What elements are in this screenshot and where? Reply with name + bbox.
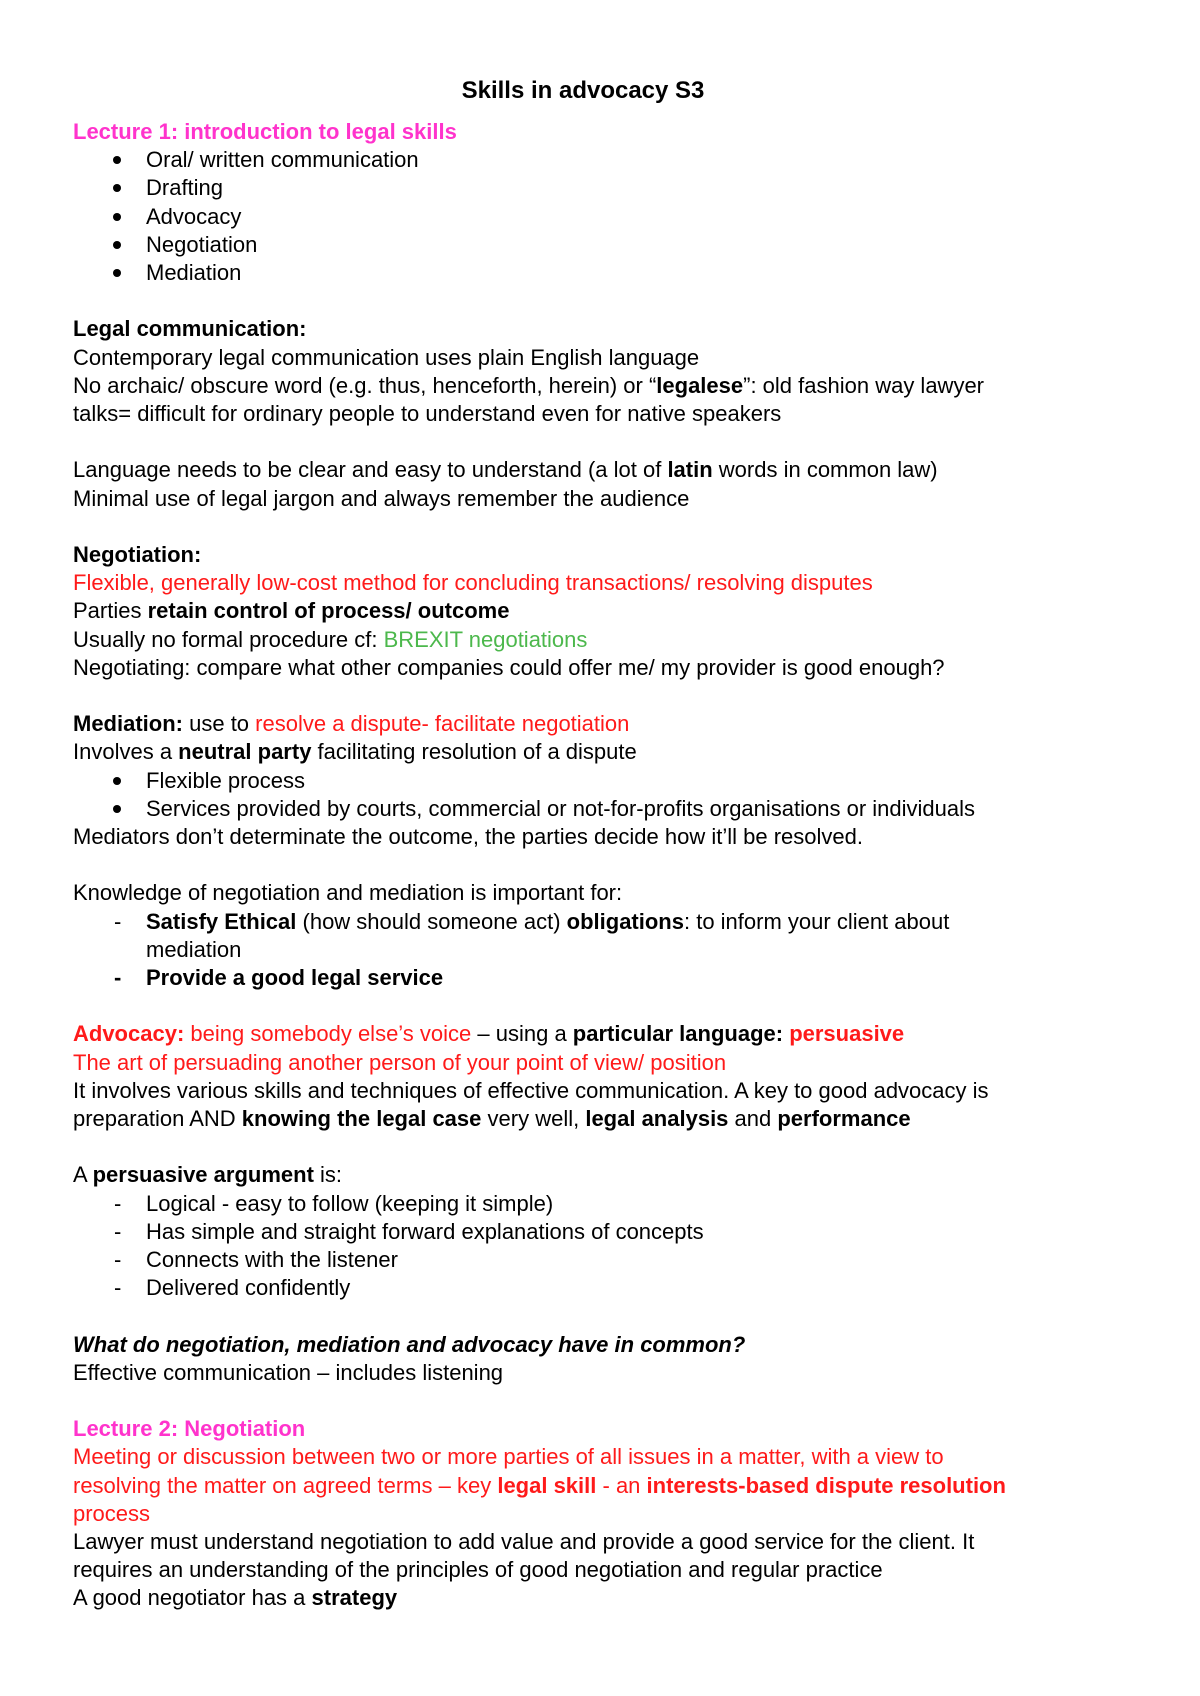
legalese-term: legalese xyxy=(656,372,744,398)
list-item: - Satisfy Ethical (how should someone act) obligations: to inform your client about mediation xyxy=(73,908,1133,964)
list-item: Negotiation xyxy=(73,231,1133,259)
paragraph-line: preparation AND knowing the legal case very well, legal analysis and performance xyxy=(73,1106,911,1132)
list-item: - Logical - easy to follow (keeping it simple) xyxy=(73,1190,1133,1218)
paragraph-line: A good negotiator has a strategy xyxy=(73,1585,398,1611)
list-item: Drafting xyxy=(73,174,1133,202)
paragraph-line: process xyxy=(73,1500,151,1526)
paragraph-line: requires an understanding of the principles of good negotiation and regular practice xyxy=(73,1557,883,1583)
paragraph-line: Flexible, generally low-cost method for concluding transactions/ resolving disputes xyxy=(73,570,873,596)
common-question: What do negotiation, mediation and advocacy have in common? xyxy=(73,1331,746,1357)
argument-list xyxy=(73,1190,1133,1303)
list-item: Advocacy xyxy=(73,203,1133,231)
paragraph-line: Effective communication – includes listening xyxy=(73,1359,504,1385)
paragraph-line: talks= difficult for ordinary people to understand even for native speakers xyxy=(73,401,782,427)
list-item: - Has simple and straight forward explanations of concepts xyxy=(73,1218,1133,1246)
paragraph-line: It involves various skills and techniques of effective communication. A key to good advocacy is xyxy=(73,1077,989,1103)
list-item: Services provided by courts, commercial or not-for-profits organisations or individuals xyxy=(73,795,1133,823)
document-page xyxy=(73,72,1133,1613)
paragraph-line: Advocacy: being somebody else’s voice – using a particular language: persuasive xyxy=(73,1021,905,1047)
paragraph-line: Minimal use of legal jargon and always remember the audience xyxy=(73,485,690,511)
paragraph-line: Usually no formal procedure cf: BREXIT negotiations xyxy=(73,626,588,652)
paragraph-line: The art of persuading another person of your point of view/ position xyxy=(73,1049,727,1075)
paragraph-line: Meeting or discussion between two or more parties of all issues in a matter, with a view to xyxy=(73,1444,944,1470)
list-item: Flexible process xyxy=(73,767,1133,795)
list-item: Mediation xyxy=(73,259,1133,287)
paragraph-line: Parties retain control of process/ outcome xyxy=(73,598,510,624)
skills-list xyxy=(73,146,1133,287)
list-item: - Provide a good legal service xyxy=(73,964,1133,992)
paragraph-line: Knowledge of negotiation and mediation is important for: xyxy=(73,880,623,906)
mediation-list xyxy=(73,767,1133,823)
latin-term: latin xyxy=(667,457,713,483)
paragraph-line: Lawyer must understand negotiation to add value and provide a good service for the client. It xyxy=(73,1529,975,1555)
paragraph-line: resolving the matter on agreed terms – key legal skill - an interests-based dispute resolution xyxy=(73,1472,1006,1498)
document-title: Skills in advocacy S3 xyxy=(461,77,705,104)
list-item: - Connects with the listener xyxy=(73,1246,1133,1274)
paragraph-line: No archaic/ obscure word (e.g. thus, henceforth, herein) or “legalese”: old fashion way lawyer xyxy=(73,372,985,398)
lecture2-heading: Lecture 2: Negotiation xyxy=(73,1416,306,1442)
paragraph-line: Contemporary legal communication uses plain English language xyxy=(73,344,700,370)
list-item: - Delivered confidently xyxy=(73,1274,1133,1302)
legal-communication-heading: Legal communication: xyxy=(73,316,307,342)
paragraph-line: A persuasive argument is: xyxy=(73,1162,343,1188)
paragraph-line: Mediators don’t determinate the outcome, the parties decide how it’ll be resolved. xyxy=(73,824,863,850)
paragraph-line: Involves a neutral party facilitating resolution of a dispute xyxy=(73,739,637,765)
paragraph-line: Language needs to be clear and easy to understand (a lot of latin words in common law) xyxy=(73,457,938,483)
advocacy-heading: Advocacy: xyxy=(73,1021,185,1047)
mediation-heading: Mediation: xyxy=(73,711,183,737)
lecture1-heading: Lecture 1: introduction to legal skills xyxy=(73,119,457,144)
knowledge-list xyxy=(73,908,1133,993)
negotiation-heading: Negotiation: xyxy=(73,542,202,567)
paragraph-line: Negotiating: compare what other companies could offer me/ my provider is good enough? xyxy=(73,654,945,680)
paragraph-line: Mediation: use to resolve a dispute- facilitate negotiation xyxy=(73,711,630,737)
list-item: Oral/ written communication xyxy=(73,146,1133,174)
brexit-text: BREXIT negotiations xyxy=(383,626,588,652)
